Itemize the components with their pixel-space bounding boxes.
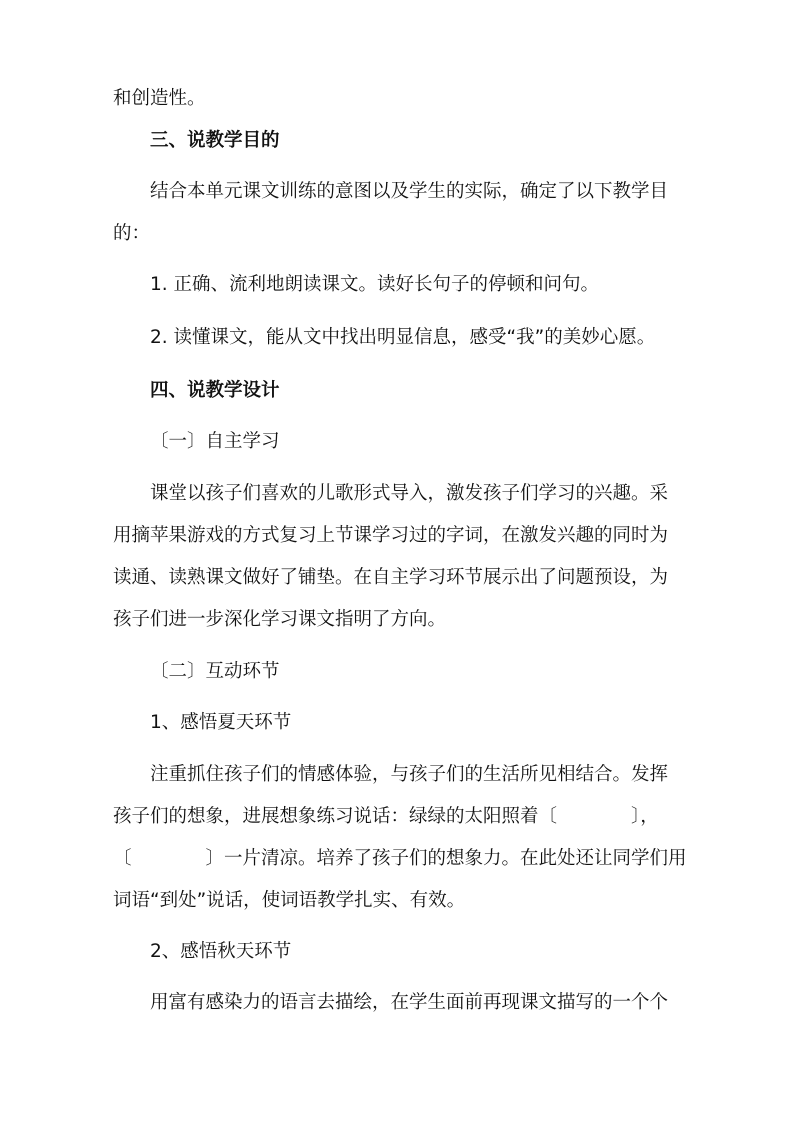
text-line-9: 课堂以孩子们喜欢的儿歌形式导入，激发孩子们学习的兴趣。采 xyxy=(150,483,669,504)
list-item-1: 1. 正确、流利地朗读课文。读好长句子的停顿和问句。 xyxy=(150,274,600,295)
text-line-16: 孩子们的想象，进展想象练习说话：绿绿的太阳照着〔 〕， xyxy=(113,806,659,827)
text-line-12: 孩子们进一步深化学习课文指明了方向。 xyxy=(113,609,447,630)
text-line-4: 的： xyxy=(113,223,151,244)
text-line-10: 用摘苹果游戏的方式复习上节课学习过的字词，在激发兴趣的同时为 xyxy=(113,525,669,546)
item-heading-1: 1、感悟夏天环节 xyxy=(150,712,292,733)
subsection-heading-2: 〔二〕互动环节 xyxy=(150,661,280,682)
text-line-1: 和创造性。 xyxy=(113,88,206,109)
subsection-heading-1: 〔一〕自主学习 xyxy=(150,431,280,452)
section-heading-3: 三、说教学目的 xyxy=(150,130,280,151)
text-line-20: 用富有感染力的语言去描绘，在学生面前再现课文描写的一个个 xyxy=(150,992,669,1013)
text-line-18: 词语“到处”说话，使词语教学扎实、有效。 xyxy=(113,890,466,911)
text-line-11: 读通、读熟课文做好了铺垫。在自主学习环节展示出了问题预设，为 xyxy=(113,567,669,588)
text-line-3: 结合本单元课文训练的意图以及学生的实际，确定了以下教学目 xyxy=(150,181,669,202)
text-line-15: 注重抓住孩子们的情感体验，与孩子们的生活所见相结合。发挥 xyxy=(150,764,669,785)
list-item-2: 2. 读懂课文，能从文中找出明显信息，感受“我”的美妙心愿。 xyxy=(150,327,656,348)
section-heading-4: 四、说教学设计 xyxy=(150,380,280,401)
text-line-17: 〔 〕一片清凉。培养了孩子们的想象力。在此处还让同学们用 xyxy=(113,848,687,869)
item-heading-2: 2、感悟秋天环节 xyxy=(150,941,292,962)
